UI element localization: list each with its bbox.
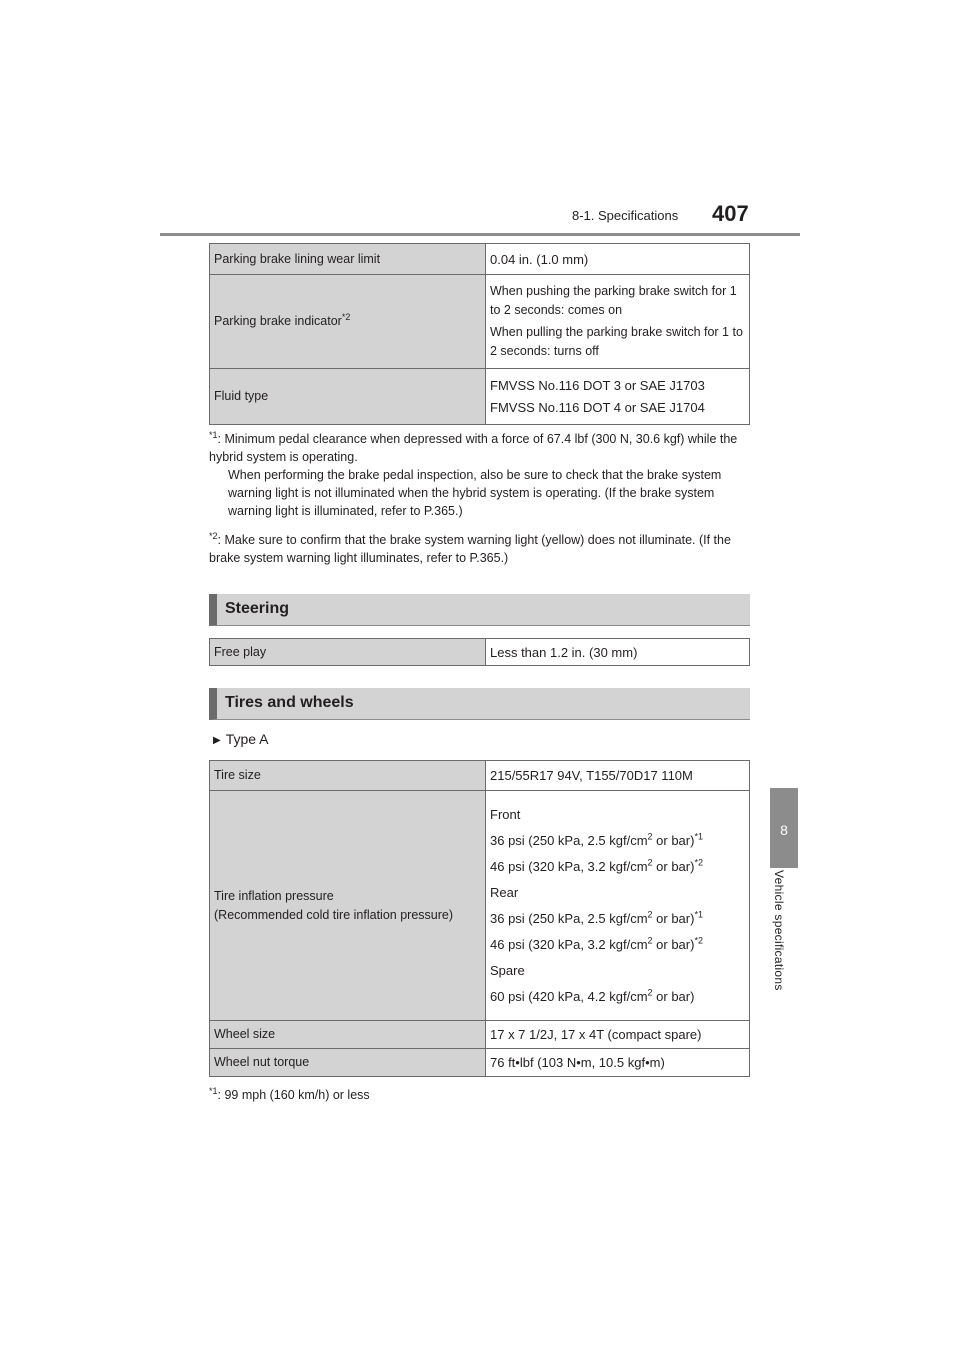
row-label: Free play	[210, 639, 486, 666]
pressure-line: 46 psi (320 kPa, 3.2 kgf/$cm^2$ or bar)$^{*2}$	[490, 857, 703, 874]
chapter-number: 8	[780, 822, 788, 838]
table-row	[210, 244, 750, 275]
section-header-tires	[209, 688, 750, 720]
row-label: Parking brake indicator$^{*2}$	[210, 275, 486, 369]
type-a-label: ▶ Type A	[213, 731, 269, 747]
pressure-line: 36 psi (250 kPa, 2.5 kgf/$cm^2$ or bar)$^{*1}$	[490, 831, 703, 848]
row-label: Parking brake lining wear limit	[210, 244, 486, 275]
chapter-label: Vehicle specifications	[772, 870, 786, 991]
tires-spec-table	[209, 760, 750, 1077]
row-value: 17 x 7 1/2J, 17 x 4T (compact spare)	[486, 1021, 750, 1049]
table-row	[210, 1049, 750, 1077]
row-value: When pushing the parking brake switch for 1 to 2 seconds: comes on When pulling the parking brake switch for 1 to 2 seconds: turns off	[486, 275, 750, 369]
pressure-line: Spare	[490, 962, 525, 978]
row-value: 76 ft•lbf (103 N•m, 10.5 kgf•m)	[486, 1049, 750, 1077]
table-row	[210, 369, 750, 425]
brake-spec-table	[209, 243, 750, 425]
section-header-steering	[209, 594, 750, 626]
row-label: Wheel size	[210, 1021, 486, 1049]
table-row	[210, 1021, 750, 1049]
pressure-values	[486, 791, 750, 1021]
table-row	[210, 791, 750, 1021]
row-value: 0.04 in. (1.0 mm)	[486, 244, 750, 275]
row-label: Tire size	[210, 761, 486, 791]
section-title: 8-1. Specifications	[572, 208, 679, 223]
footnote-2: $^{*2}$: Make sure to confirm that the brake system warning light (yellow) does not illuminate. (If the brake system warning light illuminates, refer to P.365.)	[209, 530, 731, 565]
table-row	[210, 639, 750, 666]
table-row	[210, 761, 750, 791]
header-rule	[160, 233, 800, 236]
steering-spec-table	[209, 638, 750, 666]
pressure-line: Rear	[490, 884, 519, 900]
table-row	[210, 275, 750, 369]
row-value: Less than 1.2 in. (30 mm)	[486, 639, 750, 666]
row-value: FMVSS No.116 DOT 3 or SAE J1703 FMVSS No.116 DOT 4 or SAE J1704	[486, 369, 750, 425]
pressure-line: 36 psi (250 kPa, 2.5 kgf/$cm^2$ or bar)$^{*1}$	[490, 909, 703, 926]
page-number: 407	[712, 201, 749, 226]
row-label: Fluid type	[210, 369, 486, 425]
row-label: Tire inflation pressure (Recommended cold tire inflation pressure)	[210, 791, 486, 1021]
footnote-speed: $^{*1}$: 99 mph (160 km/h) or less	[209, 1085, 370, 1102]
pressure-line: 46 psi (320 kPa, 3.2 kgf/$cm^2$ or bar)$^{*2}$	[490, 935, 703, 952]
row-value: 215/55R17 94V, T155/70D17 110M	[486, 761, 750, 791]
row-label: Wheel nut torque	[210, 1049, 486, 1077]
section-title-tires: Tires and wheels	[225, 694, 354, 711]
footnote-1: $^{*1}$: Minimum pedal clearance when depressed with a force of 67.4 lbf (300 N, 30.6 kgf) while the hybrid system is operating. When performing the brake pedal inspection, also be sure to check that the brake system warning light is not illuminated when the hybrid system is operating. (If the brake system warning light is illuminated, refer to P.365.)	[209, 429, 738, 518]
triangle-bullet-icon: ▶	[213, 735, 221, 746]
pressure-line: Front	[490, 806, 521, 822]
pressure-line: 60 psi (420 kPa, 4.2 kgf/$cm^2$ or bar)	[490, 987, 695, 1004]
section-title-steering: Steering	[225, 600, 290, 617]
